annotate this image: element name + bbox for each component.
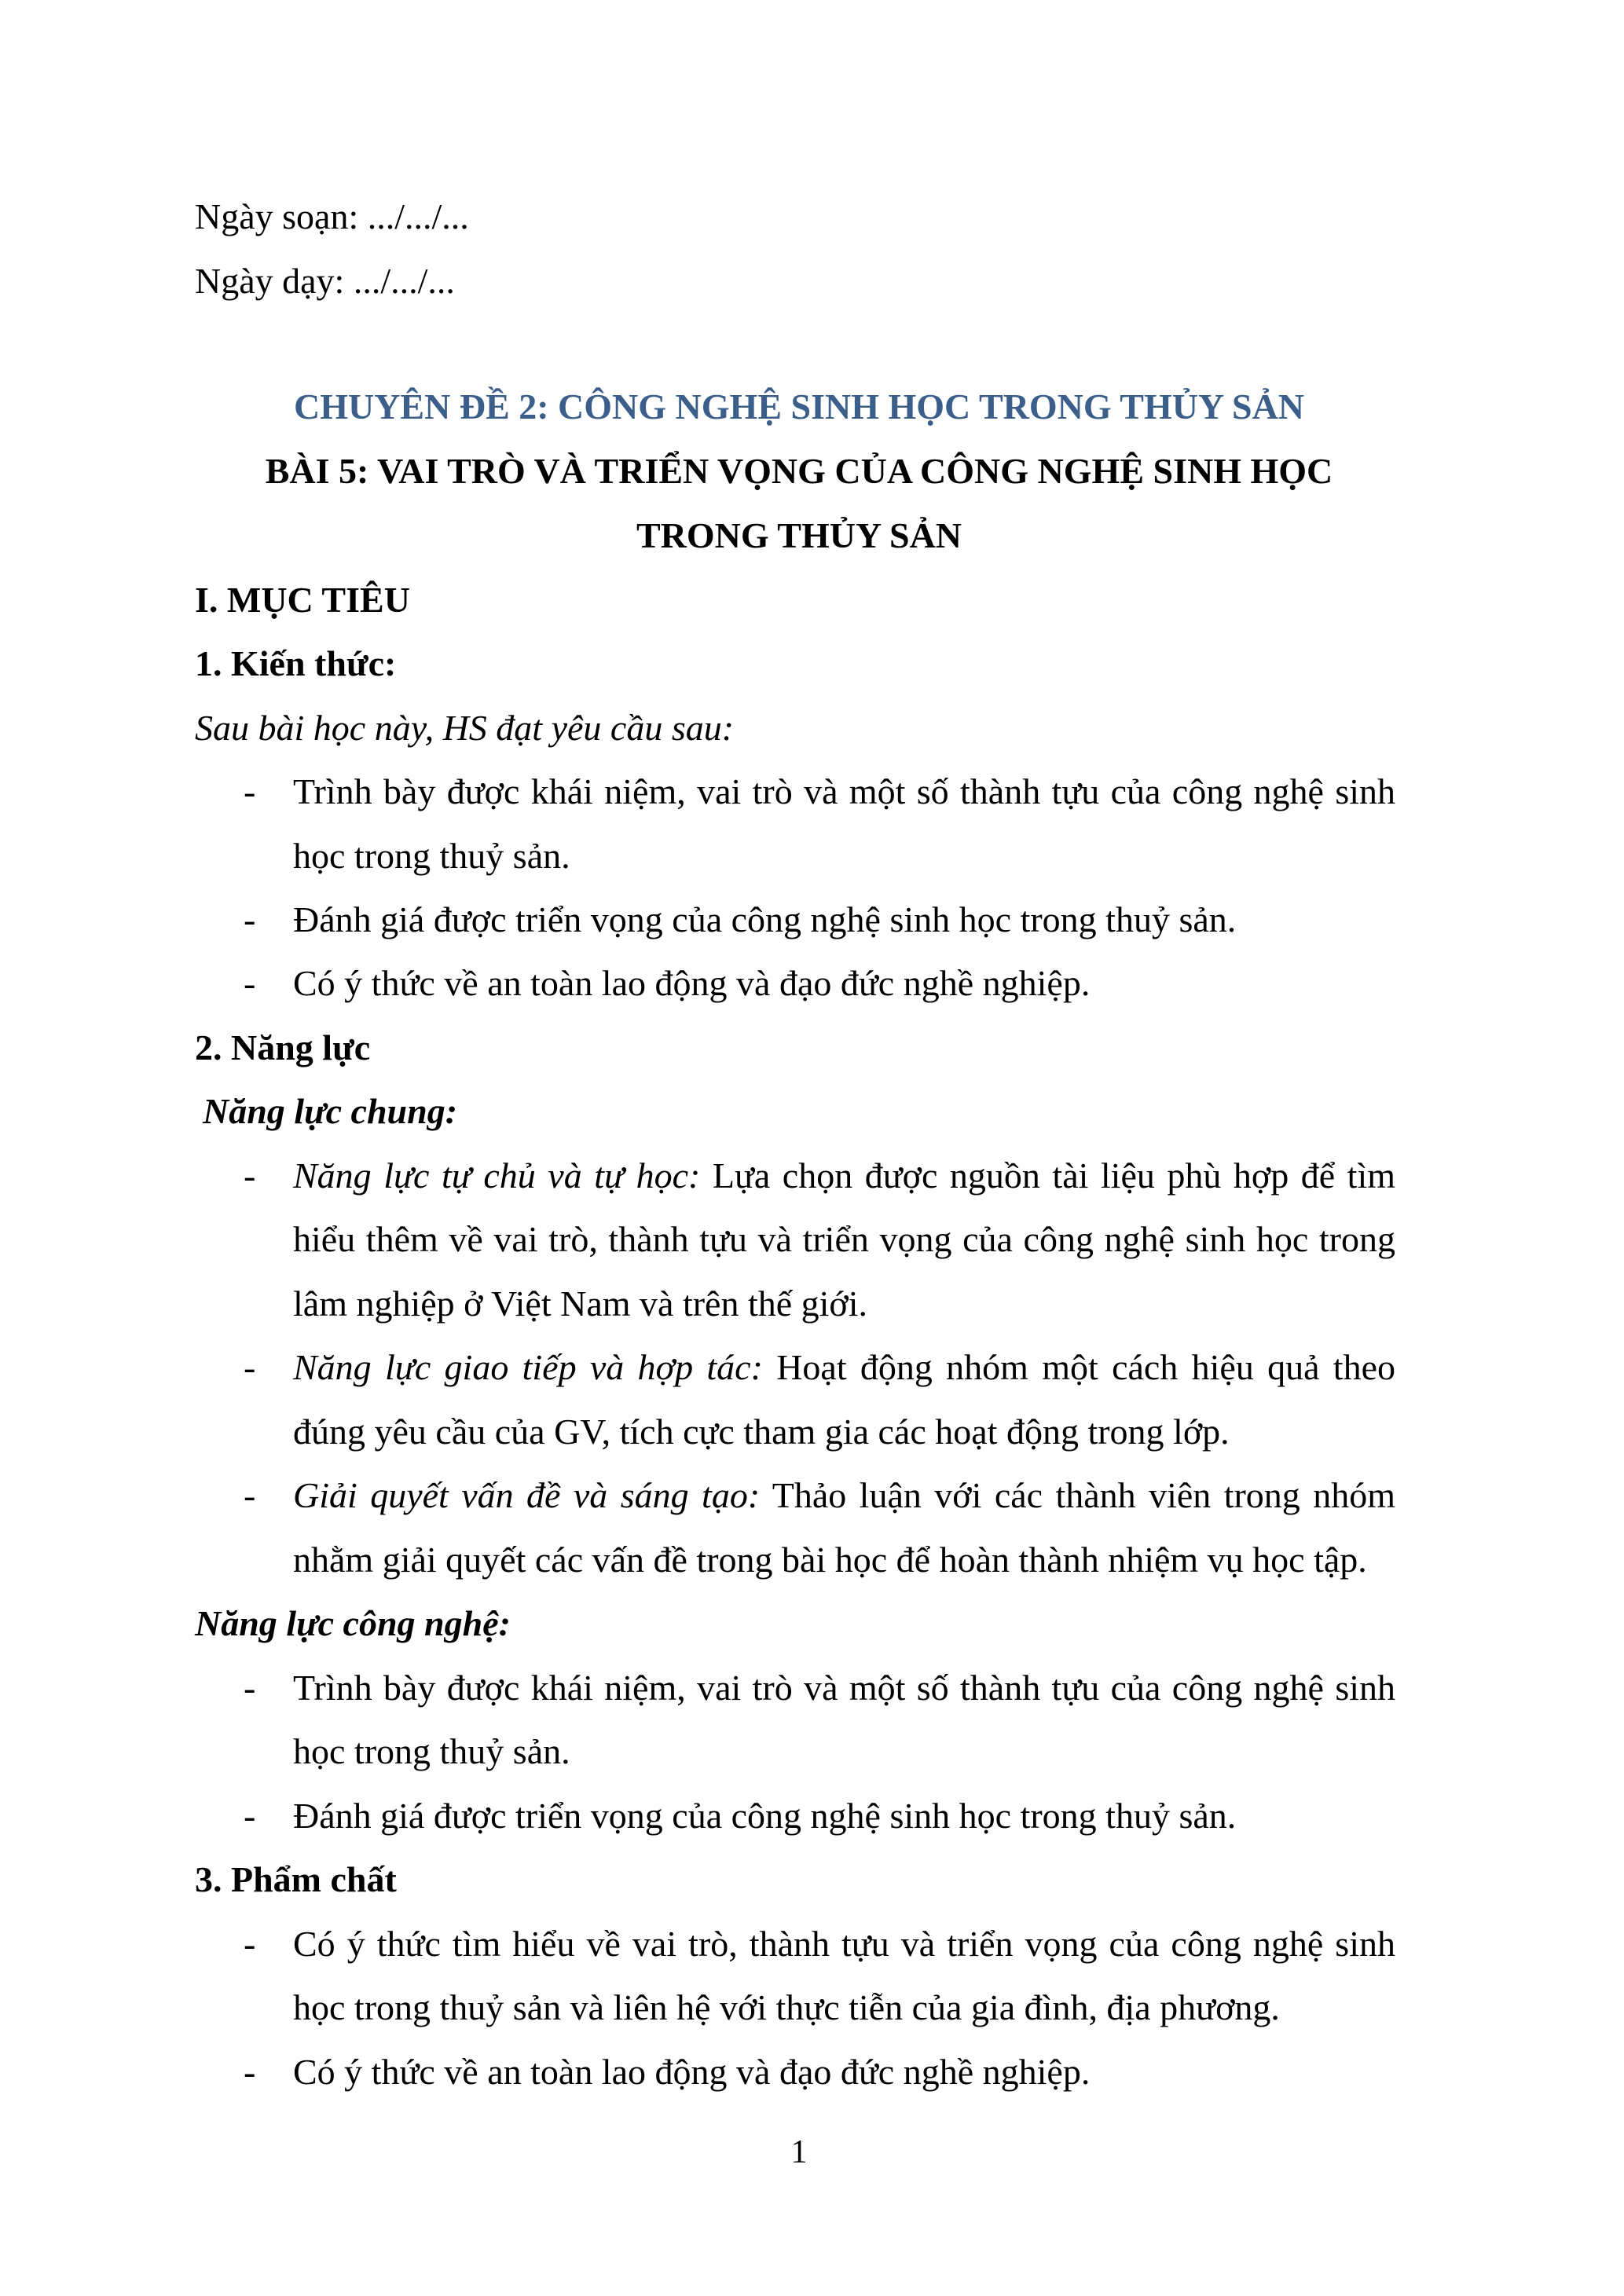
- page-number: 1: [790, 2134, 808, 2170]
- bullet-marker: -: [244, 1796, 256, 1836]
- qualities-item-1-line-1: Có ý thức tìm hiểu về vai trò, thành tựu và triển vọng của công nghệ sinh: [293, 1924, 1395, 1964]
- bullet-marker: -: [244, 1668, 256, 1708]
- bullet-marker: -: [244, 899, 256, 939]
- tech-competence-heading: Năng lực công nghệ:: [195, 1603, 511, 1643]
- competence-item-2-text: Hoạt động nhóm một cách hiệu quả theo: [776, 1347, 1395, 1387]
- competence-item-2-line-1: [293, 1344, 1395, 1391]
- general-competence-heading: Năng lực chung:: [203, 1091, 458, 1131]
- preparation-date: Ngày soạn: .../.../...: [195, 196, 469, 236]
- bullet-marker: -: [244, 1475, 256, 1515]
- competence-item-1-text: Lựa chọn được nguồn tài liệu phù hợp để tìm: [712, 1155, 1395, 1196]
- subheading-competence: 2. Năng lực: [195, 1027, 371, 1067]
- competence-item-3-line-2: nhằm giải quyết các vấn đề trong bài học để hoàn thành nhiệm vụ học tập.: [293, 1540, 1367, 1580]
- knowledge-item-1-line-1: Trình bày được khái niệm, vai trò và một số thành tựu của công nghệ sinh: [293, 771, 1395, 811]
- teaching-date: Ngày dạy: .../.../...: [195, 261, 455, 301]
- competence-item-2-label: Năng lực giao tiếp và hợp tác:: [293, 1347, 763, 1387]
- lesson-title-line-2: TRONG THỦY SẢN: [636, 515, 962, 555]
- lesson-title-line-1: BÀI 5: VAI TRÒ VÀ TRIỂN VỌNG CỦA CÔNG NGHỆ SINH HỌC: [265, 451, 1333, 491]
- bullet-marker: -: [244, 1347, 256, 1387]
- competence-item-1-line-1: [293, 1152, 1395, 1199]
- knowledge-item-3: Có ý thức về an toàn lao động và đạo đức nghề nghiệp.: [293, 963, 1091, 1003]
- knowledge-intro: Sau bài học này, HS đạt yêu cầu sau:: [195, 708, 735, 748]
- bullet-marker: -: [244, 1155, 256, 1196]
- knowledge-item-2: Đánh giá được triển vọng của công nghệ sinh học trong thuỷ sản.: [293, 899, 1237, 939]
- qualities-item-2: Có ý thức về an toàn lao động và đạo đức nghề nghiệp.: [293, 2052, 1091, 2092]
- competence-item-1-label: Năng lực tự chủ và tự học:: [293, 1155, 701, 1196]
- bullet-marker: -: [244, 963, 256, 1003]
- tech-item-2: Đánh giá được triển vọng của công nghệ sinh học trong thuỷ sản.: [293, 1796, 1237, 1836]
- bullet-marker: -: [244, 771, 256, 811]
- bullet-marker: -: [244, 2052, 256, 2092]
- competence-item-3-label: Giải quyết vấn đề và sáng tạo:: [293, 1475, 761, 1515]
- qualities-item-1-line-2: học trong thuỷ sản và liên hệ với thực tiễn của gia đình, địa phương.: [293, 1987, 1280, 2027]
- competence-item-1-line-3: lâm nghiệp ở Việt Nam và trên thế giới.: [293, 1283, 868, 1324]
- bullet-marker: -: [244, 1924, 256, 1964]
- section-heading-objectives: I. MỤC TIÊU: [195, 580, 410, 620]
- tech-item-1-line-2: học trong thuỷ sản.: [293, 1731, 570, 1771]
- tech-item-1-line-1: Trình bày được khái niệm, vai trò và một số thành tựu của công nghệ sinh: [293, 1668, 1395, 1708]
- chapter-title: CHUYÊN ĐỀ 2: CÔNG NGHỆ SINH HỌC TRONG THỦY SẢN: [293, 386, 1305, 427]
- competence-item-1-line-2: hiểu thêm về vai trò, thành tựu và triển vọng của công nghệ sinh học trong: [293, 1219, 1395, 1259]
- subheading-qualities: 3. Phẩm chất: [195, 1859, 397, 1899]
- competence-item-2-line-2: đúng yêu cầu của GV, tích cực tham gia các hoạt động trong lớp.: [293, 1412, 1230, 1452]
- competence-item-3-line-1: [293, 1472, 1395, 1519]
- knowledge-item-1-line-2: học trong thuỷ sản.: [293, 836, 570, 876]
- competence-item-3-text: Thảo luận với các thành viên trong nhóm: [772, 1475, 1396, 1515]
- subheading-knowledge: 1. Kiến thức:: [195, 643, 397, 683]
